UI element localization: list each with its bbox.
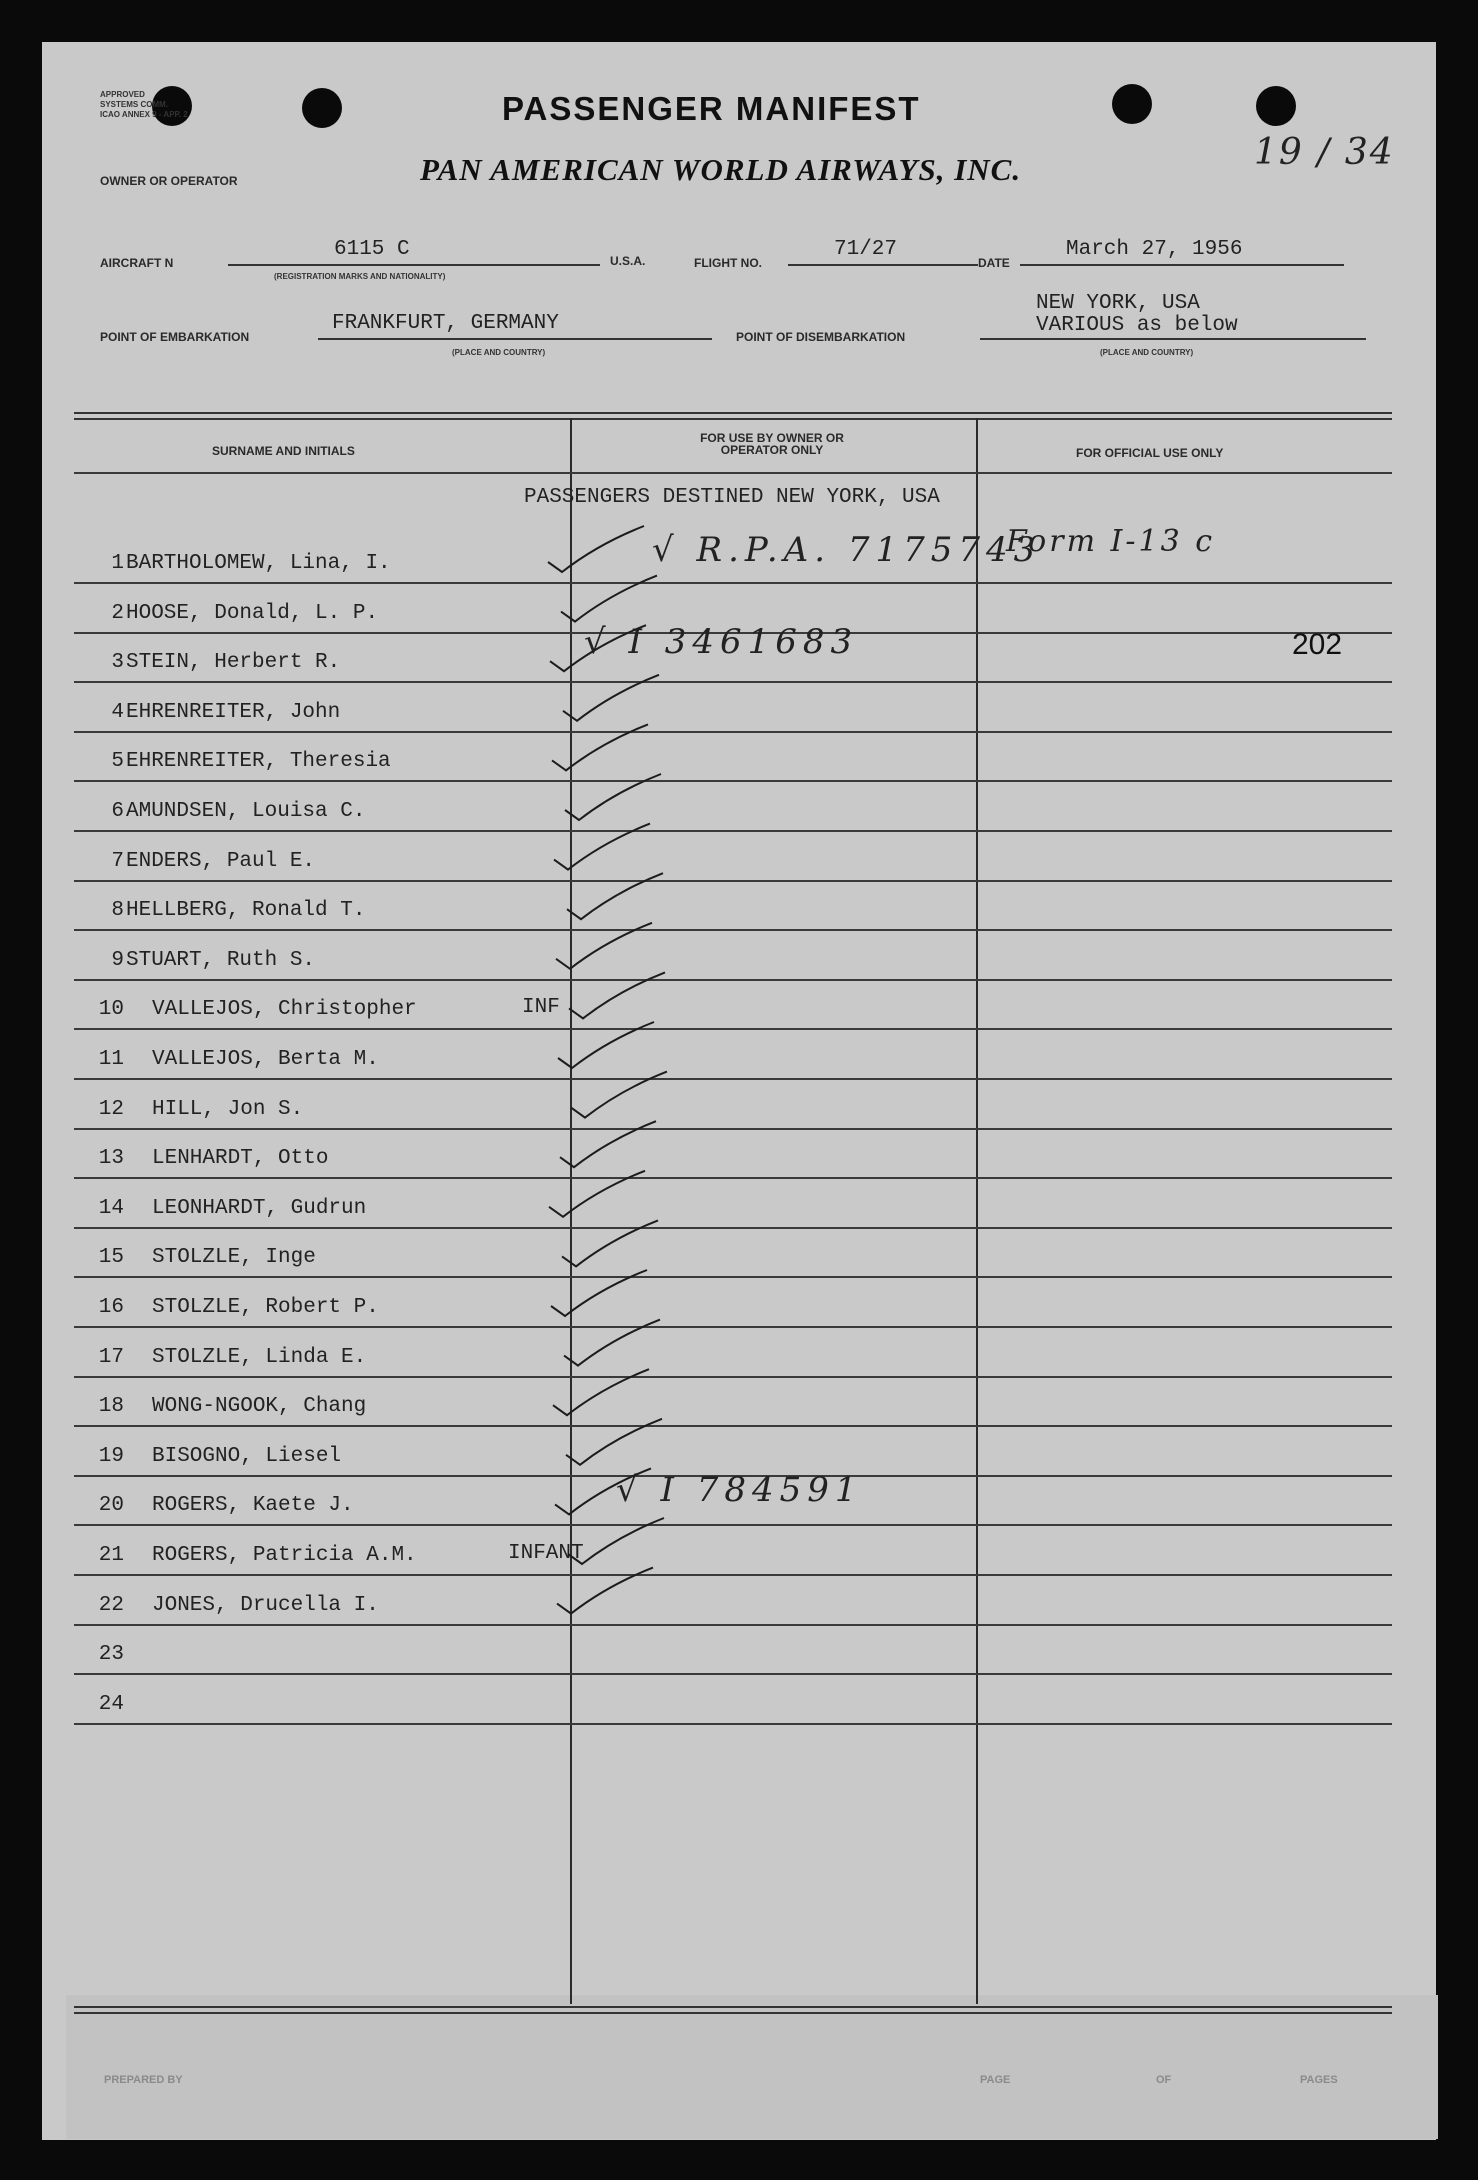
disembarkation-value-2: VARIOUS as below: [1036, 314, 1238, 337]
row-number: 10: [98, 998, 124, 1022]
row-number: 19: [98, 1444, 124, 1468]
check-mark: [568, 1518, 664, 1564]
approval-stamp: APPROVED SYSTEMS COMM. ICAO ANNEX 9 - APP. 2: [100, 90, 188, 119]
row-number: 4: [111, 700, 124, 724]
passenger-name: VALLEJOS, Christopher: [152, 998, 417, 1022]
row-number: 14: [98, 1196, 124, 1220]
row-number: 16: [98, 1296, 124, 1319]
disembarkation-value-1: NEW YORK, USA: [1036, 292, 1200, 315]
row-number: 22: [98, 1593, 124, 1617]
row-number: 23: [98, 1643, 124, 1667]
passenger-name: EHRENREITER, John: [126, 700, 341, 724]
col-surname-header: SURNAME AND INITIALS: [212, 444, 355, 458]
disembarkation-sublabel: (PLACE AND COUNTRY): [1100, 348, 1194, 357]
row-number: 1: [111, 552, 124, 575]
disembarkation-label: POINT OF DISEMBARKATION: [736, 330, 906, 344]
row-number: 9: [111, 948, 124, 972]
aircraft-value: 6115 C: [334, 238, 410, 261]
check-mark: [560, 1121, 656, 1167]
check-mark: [563, 675, 659, 721]
embarkation-sublabel: (PLACE AND COUNTRY): [452, 348, 546, 357]
passenger-name: ENDERS, Paul E.: [126, 849, 316, 873]
passenger-name: STOLZLE, Robert P.: [152, 1296, 379, 1319]
check-mark: [558, 1022, 654, 1068]
handwritten-page-count: 19 / 34: [1254, 132, 1395, 173]
section-banner: PASSENGERS DESTINED NEW YORK, USA: [524, 486, 940, 509]
check-mark: [552, 724, 648, 770]
page-title: PASSENGER MANIFEST: [502, 90, 921, 127]
check-mark: [548, 526, 644, 572]
passenger-name: HOOSE, Donald, L. P.: [126, 601, 379, 625]
prepared-by-label: PREPARED BY: [104, 2074, 183, 2086]
operator-logo: PAN AMERICAN WORLD AIRWAYS, INC.: [420, 152, 1022, 187]
passenger-name: VALLEJOS, Berta M.: [152, 1048, 379, 1071]
check-mark: [550, 625, 646, 671]
passenger-name: HILL, Jon S.: [152, 1097, 304, 1121]
passenger-name: BISOGNO, Liesel: [152, 1444, 342, 1468]
passenger-name: HELLBERG, Ronald T.: [126, 899, 366, 923]
row-number: 12: [98, 1097, 124, 1121]
check-mark: [569, 972, 665, 1018]
passenger-name: ROGERS, Kaete J.: [152, 1494, 354, 1518]
page-label: PAGE: [980, 2074, 1011, 2086]
flight-no-label: FLIGHT NO.: [694, 256, 762, 270]
owner-entry-row-3: √ I 3461683: [584, 622, 859, 662]
row-number: 2: [111, 601, 124, 625]
passenger-name: WONG-NGOOK, Chang: [152, 1395, 367, 1419]
date-value: March 27, 1956: [1066, 238, 1243, 261]
passenger-name: EHRENREITER, Theresia: [126, 750, 391, 774]
check-mark: [553, 1369, 649, 1415]
row-number: 7: [111, 849, 124, 873]
passenger-name: LEONHARDT, Gudrun: [152, 1196, 367, 1220]
check-mark: [564, 1320, 660, 1366]
check-mark: [561, 576, 657, 622]
owner-label: OWNER OR OPERATOR: [100, 174, 238, 188]
passenger-name: JONES, Drucella I.: [152, 1593, 379, 1617]
row-number: 3: [111, 651, 124, 675]
row-number: 8: [111, 899, 124, 923]
check-mark: [567, 873, 663, 919]
passenger-name: STOLZLE, Inge: [152, 1246, 316, 1270]
row-number: 17: [98, 1345, 124, 1369]
pages-label: PAGES: [1300, 2074, 1338, 2086]
usa-label: U.S.A.: [610, 254, 646, 268]
embarkation-value: FRANKFURT, GERMANY: [332, 312, 559, 335]
passenger-name: AMUNDSEN, Louisa C.: [126, 800, 366, 823]
passenger-name: ROGERS, Patricia A.M.: [152, 1544, 417, 1567]
date-label: DATE: [978, 256, 1010, 270]
check-mark: [565, 774, 661, 820]
passenger-name: STUART, Ruth S.: [126, 948, 316, 972]
row-number: 11: [98, 1048, 124, 1071]
check-mark: [554, 824, 650, 870]
official-entry-row-3: 202: [1292, 628, 1343, 661]
embarkation-label: POINT OF EMBARKATION: [100, 330, 250, 344]
col-owner-header: FOR USE BY OWNER OR OPERATOR ONLY: [700, 431, 844, 457]
passenger-name: BARTHOLOMEW, Lina, I.: [126, 552, 391, 575]
official-entry-row-1: Form I-13 c: [1006, 524, 1216, 559]
check-mark: [555, 1468, 651, 1514]
of-label: OF: [1156, 2074, 1172, 2086]
passenger-name: STOLZLE, Linda E.: [152, 1345, 367, 1369]
row-number: 18: [98, 1395, 124, 1419]
row-number: 13: [98, 1147, 124, 1171]
passenger-name: LENHARDT, Otto: [152, 1147, 329, 1171]
check-mark: [549, 1171, 645, 1217]
row-number: 21: [98, 1544, 124, 1567]
passenger-note: INFANT: [508, 1542, 584, 1565]
aircraft-sublabel: (REGISTRATION MARKS AND NATIONALITY): [274, 272, 446, 281]
col-official-header: FOR OFFICIAL USE ONLY: [1076, 446, 1224, 460]
check-mark: [562, 1220, 658, 1266]
aircraft-label: AIRCRAFT N: [100, 256, 174, 270]
row-number: 6: [111, 800, 124, 823]
check-mark: [556, 923, 652, 969]
passenger-name: STEIN, Herbert R.: [126, 651, 341, 675]
flight-no-value: 71/27: [834, 238, 898, 261]
row-number: 24: [98, 1692, 124, 1716]
row-number: 5: [111, 750, 124, 774]
check-mark: [551, 1270, 647, 1316]
check-mark: [557, 1568, 653, 1614]
passenger-note: INF: [522, 996, 560, 1020]
check-mark: [571, 1072, 667, 1118]
row-number: 20: [98, 1494, 124, 1518]
owner-entry-row-20: √ I 784591: [616, 1470, 863, 1510]
check-mark: [566, 1419, 662, 1465]
owner-entry-row-1: √ R.P.A. 7175743: [652, 530, 1042, 570]
row-number: 15: [98, 1246, 124, 1270]
